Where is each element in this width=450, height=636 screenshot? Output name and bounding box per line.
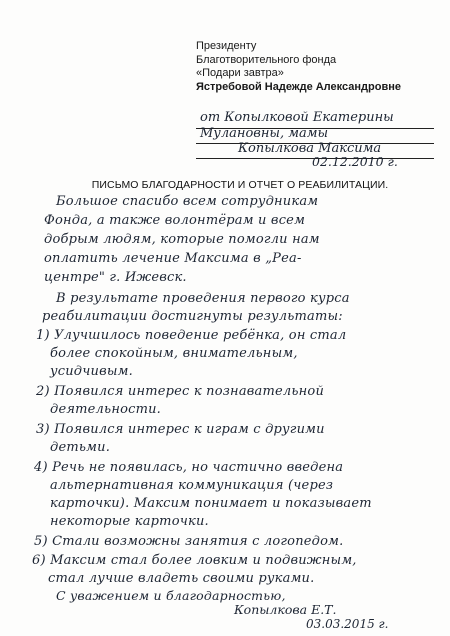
letter-line-1: Большое спасибо всем сотрудникам bbox=[56, 194, 319, 209]
letter-line-14: детьми. bbox=[50, 440, 111, 455]
letter-line-2: Фонда, а также волонтёрам и всем bbox=[44, 213, 306, 228]
letter-line-19: 5) Стали возможны занятия с логопедом. bbox=[34, 534, 344, 549]
sender-line-1: от Копылковой Екатерины bbox=[200, 110, 394, 125]
letter-line-15: 4) Речь не появилась, но частично введена bbox=[34, 460, 344, 475]
letter-line-17: карточки). Максим понимает и показывает bbox=[50, 496, 372, 511]
sender-date: 02.12.2010 г. bbox=[312, 154, 398, 169]
sender-line-2: Мулановны, мамы bbox=[200, 126, 329, 141]
signature-date: 03.03.2015 г. bbox=[306, 617, 389, 631]
letter-line-7: реабилитации достигнуты результаты: bbox=[42, 309, 343, 324]
addressee-line-2: Благотворительного фонда bbox=[196, 53, 337, 66]
letter-line-11: 2) Появился интерес к познавательной bbox=[36, 384, 325, 399]
letter-line-13: 3) Появился интерес к играм с другими bbox=[36, 422, 325, 437]
letter-line-16: альтернативная коммуникация (через bbox=[50, 478, 334, 493]
letter-line-21: стал лучше владеть своими руками. bbox=[48, 571, 315, 586]
letter-line-9: более спокойным, внимательным, bbox=[50, 346, 298, 361]
letter-line-3: добрым людям, которые помогли нам bbox=[44, 232, 320, 247]
document-title: ПИСЬМО БЛАГОДАРНОСТИ И ОТЧЕТ О РЕАБИЛИТАЦИИ. bbox=[91, 179, 389, 191]
letter-line-6: В результате проведения первого курса bbox=[56, 291, 350, 306]
sender-line-3: Копылкова Максима bbox=[238, 141, 382, 156]
letter-line-12: деятельности. bbox=[50, 402, 162, 417]
letter-line-5: центре" г. Ижевск. bbox=[44, 270, 187, 285]
letter-line-8: 1) Улучшилось поведение ребёнка, он стал bbox=[36, 328, 347, 343]
addressee-line-1: Президенту bbox=[196, 40, 257, 52]
addressee-line-4: Ястребовой Надежде Александровне bbox=[196, 80, 401, 93]
signature-name: Копылкова Е.Т. bbox=[234, 602, 337, 617]
letter-line-18: некоторые карточки. bbox=[50, 514, 209, 529]
addressee-line-3: «Подари завтра» bbox=[196, 67, 284, 80]
letter-line-20: 6) Максим стал более ловким и подвижным, bbox=[32, 553, 357, 568]
letter-line-4: оплатить лечение Максима в „Реа- bbox=[44, 251, 302, 266]
addressee-block bbox=[196, 40, 401, 94]
closing-line: С уважением и благодарностью, bbox=[56, 588, 286, 603]
letter-line-10: усидчивым. bbox=[50, 364, 133, 379]
